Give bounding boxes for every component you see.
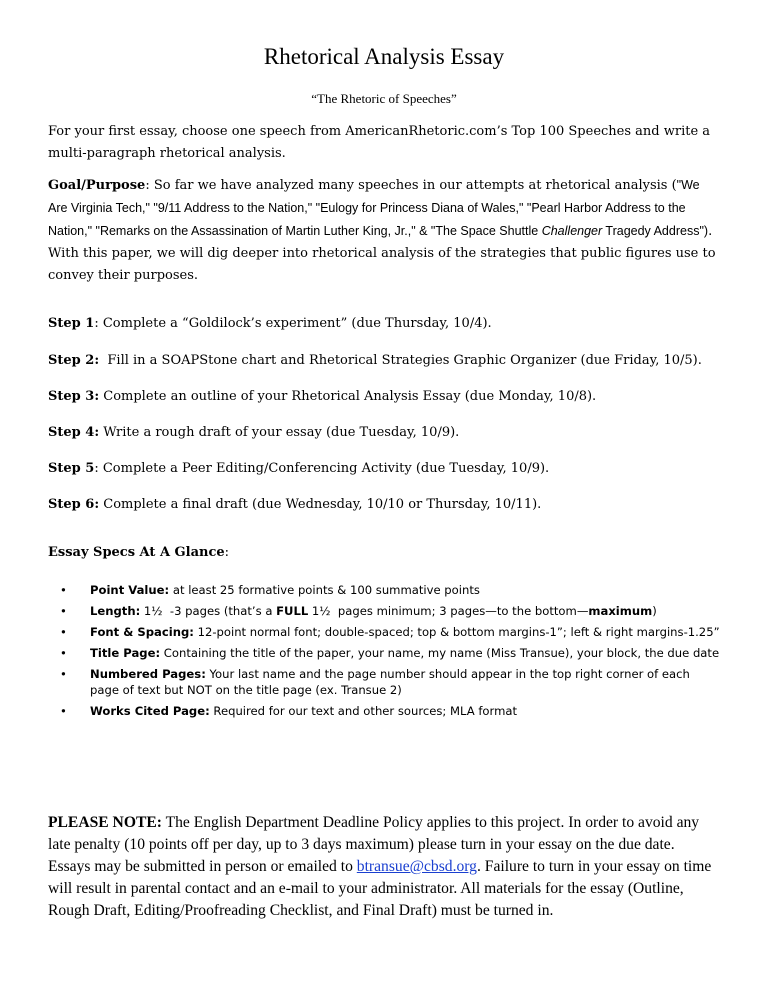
spec-text: 1½ pages minimum; 3 pages—to the bottom— — [308, 603, 589, 618]
speech-list-b: Tragedy Address") — [602, 224, 709, 238]
speech-list-italic: Challenger — [541, 224, 603, 238]
list-item — [48, 666, 720, 699]
step-text: : Complete a Peer Editing/Conferencing Activity (due Tuesday, 10/9). — [94, 461, 550, 476]
spec-text: ) — [652, 603, 657, 618]
step-1 — [48, 313, 720, 335]
note-label: PLEASE NOTE: — [48, 814, 162, 831]
spec-label: Font & Spacing: — [90, 624, 194, 639]
step-6 — [48, 494, 720, 516]
step-label: Step 4: — [48, 425, 100, 440]
spec-label: Length: — [90, 603, 141, 618]
step-text: Complete an outline of your Rhetorical Analysis Essay (due Monday, 10/8). — [99, 389, 597, 404]
step-text: Complete a final draft (due Wednesday, 10/10 or Thursday, 10/11). — [99, 497, 542, 512]
specs-heading — [48, 545, 229, 560]
note-text: The English Department Deadline Policy applies to this project. In order to avoid any late penalty (10 points off per day, up to 3 days maximum) please turn in your essay on the due date. Essays may be submitted in person or emailed to — [48, 814, 700, 875]
goal-paragraph — [48, 174, 720, 287]
specs-list — [48, 582, 720, 724]
note-text: . Failure to turn in your essay on time will result in parental contact and an e-mail to your administrator. All materials for the essay (Outline, Rough Draft, Editing/Proofreading Checklist, and Final Draft) must be turned in. — [48, 858, 712, 919]
spec-label: Works Cited Page: — [90, 703, 210, 718]
spec-label: Numbered Pages: — [90, 666, 206, 681]
spec-emphasis: maximum — [588, 603, 653, 618]
list-item — [48, 645, 720, 662]
list-item — [48, 582, 720, 599]
step-label: Step 6: — [48, 497, 100, 512]
step-5 — [48, 458, 720, 480]
spec-text: Containing the title of the paper, your name, my name (Miss Transue), your block, the due date — [160, 645, 720, 660]
step-label: Step 2: — [48, 353, 100, 368]
specs-heading-text: Essay Specs At A Glance — [48, 545, 225, 560]
step-text: Write a rough draft of your essay (due Tuesday, 10/9). — [99, 425, 460, 440]
step-label: Step 1 — [48, 316, 95, 331]
speech-list-a: "We Are Virginia Tech," "9/11 Address to the Nation," "Eulogy for Princess Diana of Wales," "Pearl Harbor Address to the Nation," "Remarks on the Assassination of Martin Luther King, Jr.," & "The Space Shuttle — [48, 178, 700, 238]
spec-text: 1½ -3 pages (that’s a — [140, 603, 277, 618]
spec-text: Required for our text and other sources; MLA format — [209, 703, 518, 718]
spec-text: 12-point normal font; double-spaced; top & bottom margins-1”; left & right margins-1.25” — [193, 624, 720, 639]
spec-emphasis: FULL — [276, 603, 309, 618]
step-text: Fill in a SOAPStone chart and Rhetorical Strategies Graphic Organizer (due Friday, 10/5). — [99, 353, 702, 368]
specs-heading-colon: : — [224, 545, 230, 560]
list-item — [48, 703, 720, 720]
step-3 — [48, 386, 720, 408]
page-subtitle: “The Rhetoric of Speeches” — [311, 91, 457, 106]
email-link[interactable]: btransue@cbsd.org — [356, 858, 477, 875]
goal-label: Goal/Purpose — [48, 178, 146, 193]
intro-paragraph: For your first essay, choose one speech from AmericanRhetoric.com’s Top 100 Speeches and write a multi-paragraph rhetorical analysis. — [48, 124, 711, 161]
step-text: : Complete a “Goldilock’s experiment” (due Thursday, 10/4). — [94, 316, 492, 331]
spec-text: Your last name and the page number should appear in the top right corner of each page of text but NOT on the title page (ex. Transue 2) — [90, 666, 690, 698]
deadline-note — [48, 812, 720, 922]
step-label: Step 5 — [48, 461, 95, 476]
goal-text-start: : So far we have analyzed many speeches in our attempts at rhetorical analysis ( — [145, 178, 677, 193]
spec-label: Title Page: — [90, 645, 161, 660]
spec-text: at least 25 formative points & 100 summative points — [169, 583, 480, 597]
spec-label: Point Value: — [90, 583, 170, 597]
step-label: Step 3: — [48, 389, 100, 404]
step-4 — [48, 422, 720, 444]
list-item — [48, 624, 720, 641]
list-item — [48, 603, 720, 620]
goal-text-end: . With this paper, we will dig deeper into rhetorical analysis of the strategies that public figures use to convey their purposes. — [48, 224, 716, 283]
step-2 — [48, 350, 720, 372]
page-title: Rhetorical Analysis Essay — [263, 44, 505, 69]
